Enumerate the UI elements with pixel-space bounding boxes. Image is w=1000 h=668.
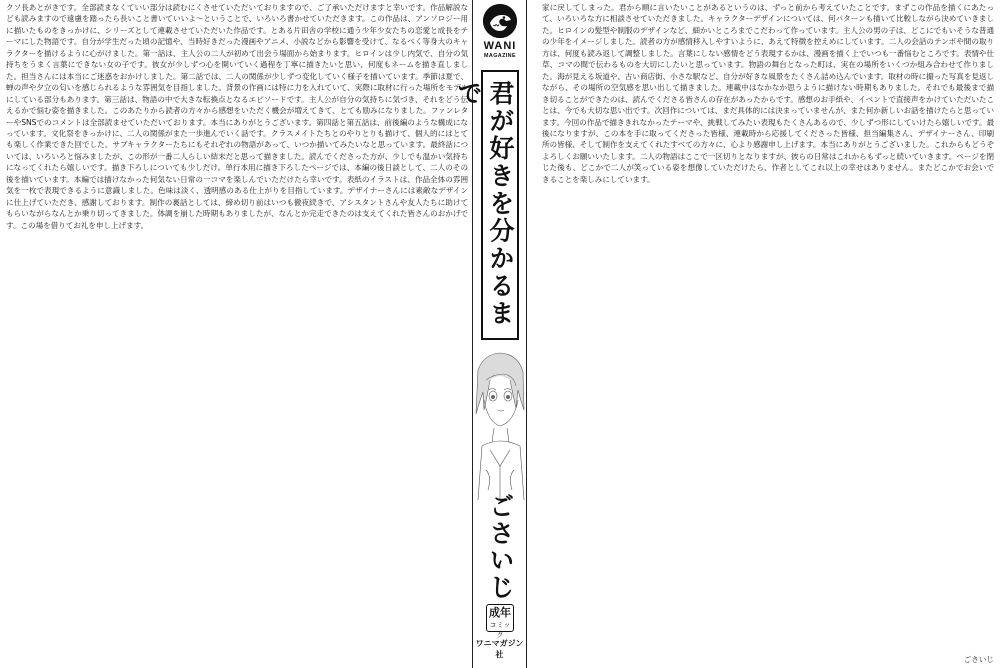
book-title: 君が好きを分かるま <box>486 80 515 328</box>
adult-comic-badge <box>486 604 514 639</box>
spine-title-frame <box>481 70 519 340</box>
publisher-name: ワニマガジン社 <box>475 639 524 659</box>
afterword-signature: ごさいじ <box>960 654 994 665</box>
wani-magazine-logo <box>479 4 521 64</box>
afterword-text-right: 家に戻してしまった。君から順に言いたいことがあるというのは、ずっと前から考えていたことです。まずこの作品を描くにあたって、いろいろな方に相談させていただきました。キャラクターデザインについては、何パターンも描いて比較しながら決めていきました。ヒロインの髪型や制服のデザインなど、細かいところまでこだわって作っています。主人公の男の子は、どこにでもいそうな普通の少年をイメージしました。読者の方が感情移入しやすいように、あえて特徴を控えめにしています。二人の会話のテンポや間の取り方は、何度も読み返して調整しました。言葉にしない感情をどう表現するかは、漫画を描く上でいつも一番悩むところです。表情や仕草、コマの間で伝わるものを大切にしたいと思っています。物語の舞台となった町は、実在の場所をいくつか組み合わせて作りました。海が見える坂道や、古い商店街、小さな駅など、自分が好きな風景をたくさん詰め込んでいます。取材の時に撮った写真を見返しながら、その場所の空気感を思い出して描きました。連載中はなかなか思うように描けない時期もありました。それでも最後まで描き切ることができたのは、読んでくださる皆さんの存在があったからです。感想のお手紙や、イベントで直接声をかけていただいたことは、今でも大切な思い出です。次回作については、まだ具体的には決まっていませんが、また何か新しいお話を描けたらと思っています。今回の作品で描ききれなかったテーマや、挑戦してみたい表現もたくさんあるので、少しずつ形にしていけたら嬉しいです。最後になりますが、この本を手に取ってくださった皆様、連載時から応援してくださった皆様、担当編集さん、デザイナーさん、印刷所の皆様、そして制作を支えてくれたすべての方々に、心より感謝申し上げます。本当にありがとうございました。これからもどうぞよろしくお願いいたします。二人の物語はここで一区切りとなりますが、彼らの日常はこれからもずっと続いていきます。ページを閉じた後も、どこかで二人が笑っている姿を想像していただけたら、作者としてこれ以上の幸せはありません。またどこかでお会いできることを楽しみにしています。 <box>542 3 994 184</box>
afterword-right-page <box>528 0 1000 668</box>
rating-category: コミック <box>489 621 511 639</box>
rating-label: 成年 <box>489 606 511 619</box>
afterword-left-page <box>0 0 470 668</box>
afterword-text-left: クソ長あとがきです。全部読まなくていい部分は読むにくさせていただいておりますので、ご了承いただけますと幸いです。作品解説なども読みますので遠慮を踏ったら長いこと書いていいよ〜ということで、いろいろ書かせていただきます。この作品は、アンソロジー用に描いたものをきっかけに、シリーズとして連載させていただいた作品です。とある片田舎の学校に通う少年少女たちの恋愛と成長をテーマにした物語です。自分が学生だった頃の記憶や、当時好きだった漫画やアニメ、小説などから影響を受けて、なるべく等身大のキャラクターを描けるように心がけました。第一話は、主人公の二人が初めて出会う場面から始まります。ヒロインは少し内気で、自分の気持ちをうまく言葉にできない女の子です。彼女が少しずつ心を開いていく過程を丁寧に描きたいと思い、何度もネームを描き直しました。担当さんには本当にご迷惑をおかけしました。第二話では、二人の関係が少しずつ変化していく様子を描いています。季節は夏で、蝉の声や夕立の匂いを感じられるような雰囲気を目指しました。背景の作画には特に力を入れていて、実際に取材に行った場所をモデルにしている部分もあります。第三話は、物語の中で大きな転換点となるエピソードです。主人公が自分の気持ちに気づき、それをどう伝えるかで悩む姿を描きました。このあたりから読者の方々から感想をいただく機会が増えてきて、とても励みになりました。ファンレターやSNSでのコメントは全部読ませていただいております。本当にありがとうございます。第四話と第五話は、前後編のような構成になっています。文化祭をきっかけに、二人の関係がまた一歩進んでいく話です。クラスメイトたちとのやりとりも描けて、個人的にはとても楽しく作業できた回でした。サブキャラクターたちにもそれぞれの物語があって、いつか描いてみたいなと思っています。最終話については、いろいろと悩みましたが、この形が一番二人らしい結末だと思って描きました。読んでくださった方が、少しでも温かい気持ちになってくれたら嬉しいです。描き下ろしについても少しだけ。単行本用に描き下ろしたページでは、本編の後日談として、二人のその後を描いています。本編では描けなかった何気ない日常の一コマを楽しんでいただけたら幸いです。表紙のイラストは、作品全体の雰囲気を一枚で表現できるように意識しました。色味は淡く、透明感のある仕上がりを目指しています。デザイナーさんには素敵なデザインに仕上げていただき、感謝しております。制作の裏話としては、締め切り前はいつも徹夜続きで、アシスタントさんや友人たちに助けてもらいながらなんとか乗り切ってきました。体調を崩した時期もありましたが、なんとか完走できたのは支えてくれた皆さんのおかげです。この場を借りてお礼を申し上げます。 <box>6 3 468 230</box>
author-name: ごさいじ <box>486 493 515 601</box>
book-spine <box>472 0 527 668</box>
logo-subtitle: MAGAZINE <box>484 53 516 59</box>
crocodile-emblem-icon <box>483 4 517 38</box>
spine-character-illustration <box>474 350 526 500</box>
logo-wordmark: WANI <box>483 40 517 52</box>
